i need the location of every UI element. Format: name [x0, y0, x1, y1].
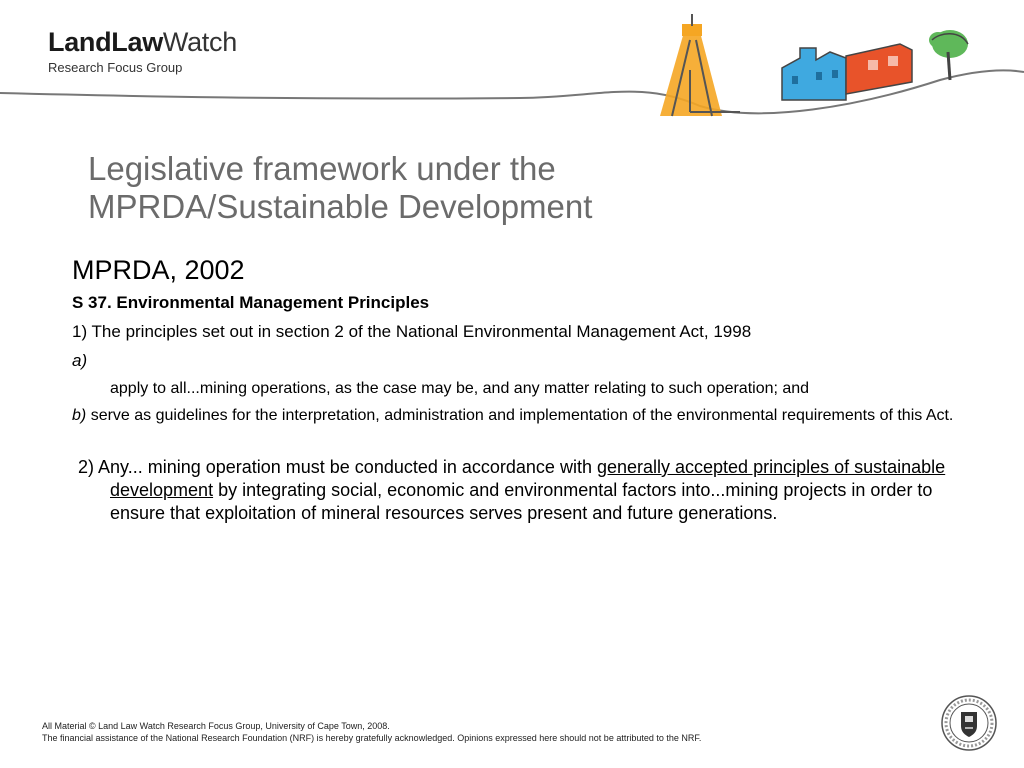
act-heading: MPRDA, 2002 [72, 255, 245, 285]
item-1-number: 1) [72, 322, 88, 341]
footer [42, 720, 922, 744]
house-icon [846, 44, 912, 94]
landlawwatch-logo [48, 26, 237, 75]
section-heading: S 37. Environmental Management Principles [72, 293, 430, 312]
footer-acknowledgement: The financial assistance of the National Research Foundation (NRF) is hereby gratefully acknowledged. Opinions expressed here should not be attributed to the NRF. [42, 733, 702, 743]
item-b-label: b) [72, 407, 87, 424]
footer-copyright: All Material © Land Law Watch Research Focus Group, University of Cape Town, 2008. [42, 721, 390, 731]
university-seal-icon [940, 694, 998, 752]
buildings-icon [782, 48, 846, 100]
item-a-label: a) [72, 351, 88, 370]
item-1-text: The principles set out in section 2 of the National Environmental Management Act, 1998 [91, 322, 752, 341]
item-a-text: apply to all...mining operations, as the case may be, and any matter relating to such operation; and [110, 380, 810, 397]
slide-body [72, 252, 962, 525]
item-b-text: serve as guidelines for the interpretation, administration and implementation of the environmental requirements of this Act. [90, 407, 954, 424]
logo-light: Watch [162, 27, 237, 57]
slide-title: Legislative framework under the MPRDA/Sustainable Development [88, 150, 593, 225]
item-2 [72, 456, 962, 525]
item-b [72, 405, 962, 426]
item-1 [72, 321, 962, 342]
logo-wordmark [48, 26, 237, 58]
item-2-prefix: 2) Any... mining operation must be conducted in accordance with [78, 457, 597, 477]
item-2-underlined: generally accepted principles of sustainable development [110, 457, 946, 500]
logo-subtitle: Research Focus Group [48, 60, 183, 75]
tree-icon [929, 30, 968, 80]
item-2-suffix: by integrating social, economic and environmental factors into...mining projects in order to ensure that exploitation of mineral resources serves present and future generations. [110, 480, 933, 523]
logo-bold: LandLaw [48, 27, 163, 57]
headframe-icon [660, 14, 740, 116]
